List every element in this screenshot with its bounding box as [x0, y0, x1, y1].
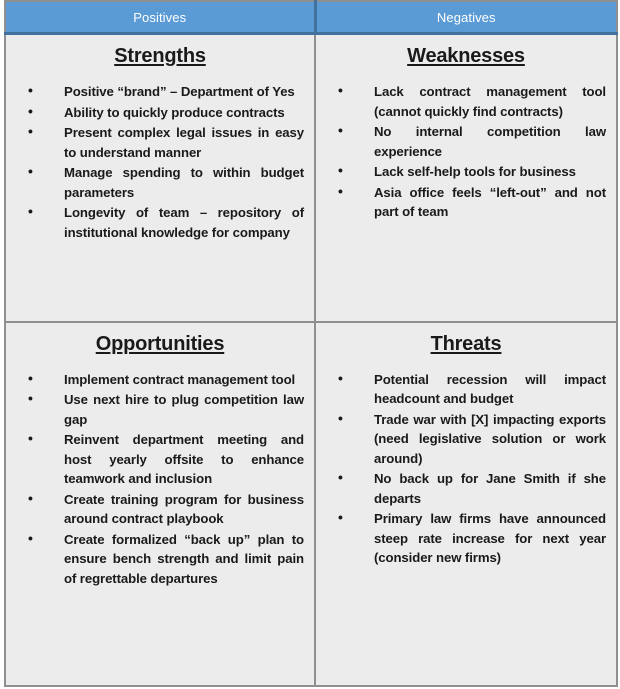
list-item-text: • No internal competition law experience — [374, 124, 606, 159]
list-item-text: • Trade war with [X] impacting exports (need legislative solution or work around) — [374, 411, 606, 466]
list-item-text: • No back up for Jane Smith if she departs — [374, 471, 606, 506]
quadrant-title-strengths: Strengths — [114, 45, 206, 67]
list-item — [16, 203, 304, 242]
list-item — [16, 103, 304, 123]
list-item-text: • Primary law firms have announced steep rate increase for next year (consider new firms) — [374, 511, 606, 566]
list-item-text: • Asia office feels “left-out” and not part of team — [374, 184, 606, 219]
quadrant-title-opportunities: Opportunities — [95, 332, 225, 355]
column-header-positives: Positives — [5, 1, 315, 34]
list-item — [16, 123, 304, 162]
table-row-top — [5, 34, 617, 322]
quadrant-weaknesses — [315, 34, 617, 322]
quadrant-opportunities — [5, 322, 315, 686]
threats-list — [326, 370, 606, 568]
list-item — [16, 530, 304, 589]
list-item — [326, 370, 606, 409]
list-item-text: • Present complex legal issues in easy to understand manner — [64, 125, 304, 160]
list-item-text: • Ability to quickly produce contracts — [64, 104, 285, 120]
list-item — [16, 390, 304, 429]
weaknesses-list — [326, 82, 606, 222]
list-item — [16, 82, 304, 102]
list-item — [16, 430, 304, 489]
opportunities-list — [16, 370, 304, 589]
list-item-text: • Manage spending to within budget parameters — [64, 165, 304, 200]
list-item-text: • Implement contract management tool — [64, 371, 296, 387]
list-item-text: • Reinvent department meeting and host yearly offsite to enhance teamwork and inclusion — [64, 432, 304, 487]
list-item — [16, 163, 304, 202]
list-item-text: • Potential recession will impact headcount and budget — [374, 371, 606, 407]
list-item-text: • Lack self-help tools for business — [374, 164, 576, 179]
quadrant-strengths — [5, 34, 315, 322]
table-row-bottom — [5, 322, 617, 686]
list-item — [326, 162, 606, 182]
column-header-negatives: Negatives — [315, 1, 617, 34]
list-item — [326, 82, 606, 121]
list-item-text: • Positive “brand” – Department of Yes — [64, 84, 295, 99]
swot-analysis-table — [4, 0, 618, 687]
quadrant-title-weaknesses: Weaknesses — [407, 45, 525, 67]
list-item-text: • Lack contract management tool (cannot quickly find contracts) — [374, 84, 606, 119]
list-item — [326, 122, 606, 161]
table-header-row — [5, 1, 617, 34]
quadrant-title-threats: Threats — [430, 332, 502, 355]
list-item-text: • Longevity of team – repository of institutional knowledge for company — [64, 205, 304, 240]
list-item-text: • Create formalized “back up” plan to ensure bench strength and limit pain of regrettable departures — [64, 531, 304, 586]
list-item — [16, 490, 304, 529]
list-item — [326, 509, 606, 568]
quadrant-threats — [315, 322, 617, 686]
list-item-text: • Create training program for business around contract playbook — [64, 491, 304, 527]
strengths-list — [16, 82, 304, 242]
list-item — [326, 410, 606, 469]
list-item — [16, 370, 304, 390]
list-item-text: • Use next hire to plug competition law gap — [64, 392, 304, 427]
list-item — [326, 469, 606, 508]
list-item — [326, 183, 606, 222]
